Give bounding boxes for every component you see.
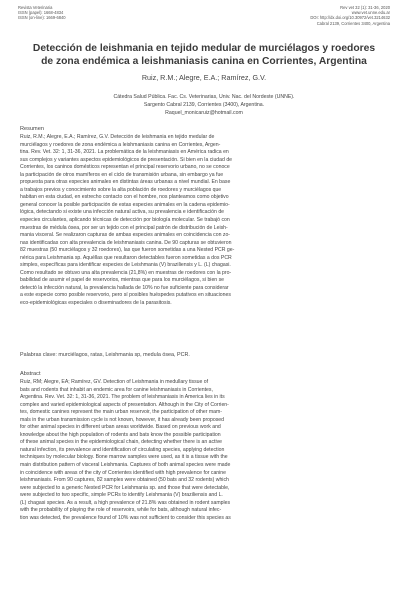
resumen-line: 82 muestras (50 murciélagos y 32 roedores), las que fueron sometidas a una Nested PCR ge- — [20, 247, 235, 254]
abstract-heading: Abstract — [20, 371, 41, 377]
resumen-line: sus complejos y variantes aspectos epidemiológicos de presentación. Si bien en la ciudad de — [20, 156, 233, 163]
resumen-line: Como resultado se obtuvo una alta prevalencia (21,8%) en muestras de roedores con la pro- — [20, 269, 232, 276]
resumen-line: nas identificadas con alta prevalencia de leishmaniasis canina. De 90 capturas se obtuvieron — [20, 239, 232, 246]
resumen-heading: Resumen — [20, 126, 44, 132]
abstract-line: main distribution pattern of visceral Leishmania. Captures of both animal species were made — [20, 462, 231, 469]
abstract-body — [20, 379, 392, 522]
abstract-line: with the probability of playing the role of reservoirs, while for bats, although natural infec- — [20, 507, 222, 514]
abstract-line: mals in the urban transmission cycle is not known, however, it has already been proposed — [20, 416, 225, 423]
abstract-line: tion was detected, the prevalence found of 10% was not sufficient to consider this species as — [20, 514, 231, 521]
abstract-line: natural infection, its prevalence and identification of circulating species, applying detection — [20, 446, 225, 453]
resumen-line: a este especie como posible reservorio, pero sí posibles huéspedes putativos en situaciones — [20, 292, 231, 299]
abstract-line: were subjected to two specific, simple PCRs to identify Leishmania (V) braziliensis and L. — [20, 492, 223, 499]
resumen-line: especies circulantes, aplicando técnicas de detección por biología molecular. Se trabajó con — [20, 217, 230, 224]
resumen-line: habitan en esta ciudad, en estrecho contacto con el hombre, nos planteamos como objetivo — [20, 194, 229, 201]
abstract-line: complex and varied epidemiological aspects of presentation. Although in the City of Corrien- — [20, 401, 229, 408]
journal-website: www.vet.unne.edu.ar — [351, 10, 390, 16]
abstract-line: knowledge about the high population of rodents and bats know the possible participation — [20, 431, 221, 438]
article-title — [28, 42, 380, 68]
affiliation-address: Sargento Cabral 2139, Corrientes (3400), Argentina. — [143, 102, 265, 109]
resumen-line: Ruiz, R.M.; Alegre, E.A.; Ramírez, G.V. Detección de leishmania en tejido medular de — [20, 134, 215, 140]
doi-line: DOI: http://dx.doi.org/10.30972/vet.3214632 — [310, 15, 390, 21]
citation-info: Rev vet 32 (1): 31-36, 2020 — [340, 5, 390, 10]
resumen-line: murciélagos y roedores de zona endémica a leishmaniasis canina en Corrientes, Argen- — [20, 141, 221, 148]
resumen-line: nérica para Leishmania sp. Aquéllas que resultaron detectables fueron sometidas a dos PCR — [20, 254, 232, 261]
abstract-line: techniques by molecular biology. Bone marrow samples were used, as it is a tissue with the — [20, 454, 228, 461]
resumen-line: la participación de otros mamíferos en el ciclo de transmisión urbana, sin embargo ya fue — [20, 171, 224, 178]
abstract-line: bats and rodents that inhabit an endemic area for canine leishmaniasis in Corrientes, — [20, 386, 213, 393]
resumen-line: eco-epidemiológicas especiales o diseminadores de la parasitosis. — [20, 300, 172, 307]
journal-header-right — [310, 5, 390, 26]
journal-address: Cabral 2139, Corrientes 3400, Argentina — [316, 20, 390, 26]
resumen-line: lógica, detectando si existe una infección natural activa, su prevalencia e identificación de — [20, 209, 225, 216]
affiliation — [0, 93, 408, 118]
journal-header-left — [18, 5, 66, 21]
abstract-line: of these animal species in the epidemiological chain, detecting whether there is an active — [20, 439, 223, 446]
abstract-line: Argentina. Rev. Vet. 32: 1, 31-36, 2021. The problem of leishmaniasis in America lies in its — [20, 394, 225, 401]
resumen-line: mania visceral. Se realizaron capturas de ambas especies animales en coincidencia con zo- — [20, 232, 231, 239]
abstract-line: were subjected to a generic Nested PCR for Leishmania sp. and those that were detectable, — [20, 484, 230, 491]
title-line: Detección de leishmania en tejido medular de murciélagos y roedores — [32, 43, 376, 54]
resumen-line: tina. Rev. Vet. 32: 1, 31-36, 2021. La problemática de la leishmaniasis en América radica en — [20, 149, 229, 156]
title-line: de zona endémica a leishmaniasis canina en Corrientes, Argentina — [41, 56, 367, 68]
resumen-line: babilidad de asumir el papel de reservorios, mientras que para los murciélagos, si bien se — [20, 277, 225, 284]
resumen-line: detectó la infección natural, la prevalencia hallada de 10% no fue suficiente para considerar — [20, 284, 229, 291]
journal-name: Revista Veterinaria — [18, 5, 53, 10]
affiliation-line: Cátedra Salud Pública. Fac. Cs. Veterinarias, Univ. Nac. del Nordeste (UNNE). — [113, 94, 295, 100]
contact-email: Raquel_monicaruiz@hotmail.com — [165, 110, 243, 117]
resumen-line: simples, específicas para identificar especies de Leishmania (V) braziliensis y L. (L) chagasi. — [20, 262, 231, 269]
issn-print: ISSN (papel): 1668-4834 — [18, 10, 64, 16]
resumen-line: general conocer la posible participación de estas especies animales en la cadena epidemio- — [20, 201, 230, 208]
resumen-body — [20, 134, 392, 308]
resumen-line: muestras de médula ósea, por ser un tejido con el principal patrón de distribución de Leish- — [20, 224, 228, 231]
abstract-line: (L) chagasi species. As a result, a high prevalence of 21.8% was obtained in rodent samples — [20, 499, 231, 506]
abstract-line: Ruiz, RM; Alegre, EA; Ramírez, GV. Detection of Leishmania in medullary tissue of — [20, 379, 209, 385]
abstract-line: tes, domestic canines represent the main urban reservoir, the participation of other mam- — [20, 409, 223, 416]
resumen-line: a trabajos previos y conocimiento sobre la alta población de roedores y murciélagos que — [20, 186, 222, 193]
abstract-line: in coincidence with areas of the city of Corrientes identified with high prevalence for canine — [20, 469, 227, 476]
abstract-line: leishmaniasis. From 90 captures, 82 samples were obtained (50 bats and 32 rodents) which — [20, 477, 229, 484]
resumen-line: Corrientes, los caninos domésticos representan el principal reservorio urbano, no se conoce — [20, 164, 230, 171]
authors: Ruiz, R.M.; Alegre, E.A.; Ramírez, G.V. — [141, 73, 267, 82]
resumen-line: propuesta para otras especies animales en distintas áreas urbanas a nivel mundial. En base — [20, 179, 231, 186]
abstract-line: for other animal species in different urban areas worldwide. Based on previous work and — [20, 424, 221, 431]
issn-online: ISSN (on-line): 1669-6840 — [18, 15, 66, 21]
keywords: Palabras clave: murciélagos, ratas, Leishmania sp, medula ósea, PCR. — [20, 352, 190, 358]
